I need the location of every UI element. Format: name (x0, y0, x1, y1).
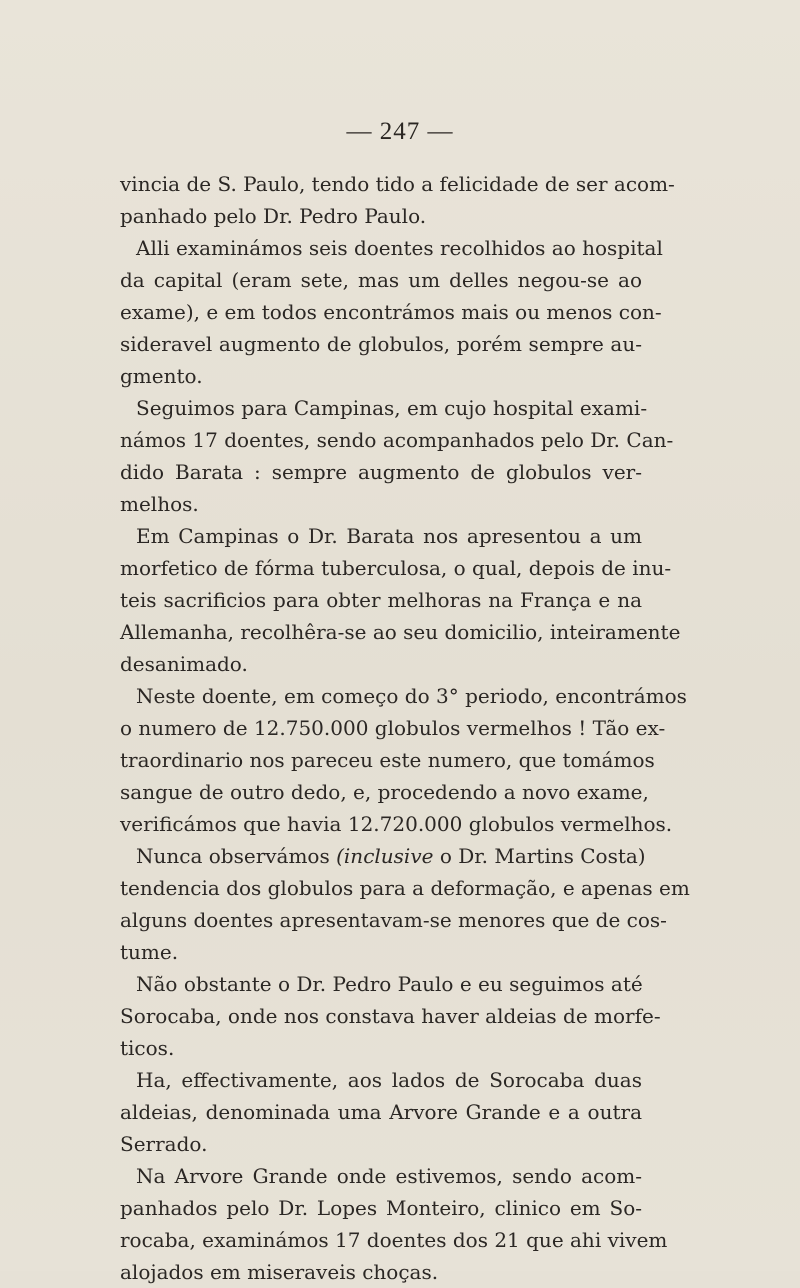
text-line (120, 648, 642, 680)
text-line-content: morfetico de fórma tuberculosa, o qual, depois de inu- (120, 556, 672, 580)
text-line (120, 360, 642, 392)
text-line-content: Seguimos para Campinas, em cujo hospital exami- (136, 396, 648, 420)
text-line (120, 712, 666, 744)
text-line (120, 808, 673, 840)
text-line-content: tume. (120, 940, 179, 964)
text-line-content: Em Campinas o Dr. Barata nos apresentou a um (136, 524, 642, 548)
text-line-content: exame), e em todos encontrámos mais ou menos con- (120, 300, 662, 324)
text-line-content: Serrado. (120, 1132, 208, 1156)
text-line (120, 424, 674, 456)
text-line (120, 392, 648, 424)
text-line (120, 904, 667, 936)
text-line (120, 1000, 661, 1032)
text-line-content: alojados em miseraveis choças. (120, 1260, 439, 1284)
text-line-content: tendencia dos globulos para a deformação, e apenas em (120, 876, 690, 900)
text-line-content: Na Arvore Grande onde estivemos, sendo acom- (136, 1164, 642, 1188)
text-line-content: Não obstante o Dr. Pedro Paulo e eu seguimos até (136, 972, 643, 996)
text-line-continuation: o Dr. Martins Costa) (439, 844, 646, 868)
text-line (120, 328, 642, 360)
body-text (120, 168, 690, 1288)
text-line (120, 1192, 642, 1224)
text-line (120, 872, 690, 904)
text-line-content: Neste doente, em começo do 3° periodo, encontrámos (136, 684, 687, 708)
text-line (120, 520, 642, 552)
text-line (120, 232, 663, 264)
text-line-content: námos 17 doentes, sendo acompanhados pelo Dr. Can- (120, 428, 674, 452)
text-line-content: panhados pelo Dr. Lopes Monteiro, clinico em So- (120, 1196, 642, 1220)
text-line-content: Alli examinámos seis doentes recolhidos ao hospital (136, 236, 663, 260)
text-line-content: o numero de 12.750.000 globulos vermelhos ! Tão ex- (120, 716, 666, 740)
text-line-content: gmento. (120, 364, 203, 388)
text-line (120, 200, 642, 232)
text-line-content: melhos. (120, 492, 199, 516)
text-line (120, 1224, 668, 1256)
text-line (120, 968, 642, 1000)
text-line (120, 616, 681, 648)
text-line (120, 1256, 642, 1288)
italic-text: (inclusive (336, 844, 434, 868)
text-line (120, 552, 672, 584)
text-line-content: Sorocaba, onde nos constava haver aldeias de morfe- (120, 1004, 661, 1028)
text-line-content: desanimado. (120, 652, 248, 676)
text-line (120, 1064, 642, 1096)
text-line (120, 456, 642, 488)
text-line-content: Allemanha, recolhêra-se ao seu domicilio, inteiramente (120, 620, 681, 644)
text-line (120, 1160, 642, 1192)
text-line (120, 1096, 642, 1128)
text-line (120, 1128, 642, 1160)
text-line-content: sideravel augmento de globulos, porém sempre au- (120, 332, 642, 356)
text-line-content: panhado pelo Dr. Pedro Paulo. (120, 204, 427, 228)
text-line (120, 680, 687, 712)
text-line (120, 744, 655, 776)
text-line-content: teis sacrificios para obter melhoras na França e na (120, 588, 642, 612)
text-line (120, 840, 646, 872)
text-line-content: aldeias, denominada uma Arvore Grande e a outra (120, 1100, 642, 1124)
text-line-content: vincia de S. Paulo, tendo tido a felicidade de ser acom- (120, 172, 675, 196)
text-line (120, 264, 642, 296)
text-line (120, 488, 642, 520)
text-line-content: dido Barata : sempre augmento de globulos ver- (120, 460, 642, 484)
text-line-content: alguns doentes apresentavam-se menores que de cos- (120, 908, 667, 932)
text-line-content: traordinario nos pareceu este numero, que tomámos (120, 748, 655, 772)
text-line-content: Nunca observámos (136, 844, 330, 868)
text-line-content: ticos. (120, 1036, 175, 1060)
text-line (120, 296, 662, 328)
text-line-content: sangue de outro dedo, e, procedendo a novo exame, (120, 780, 649, 804)
text-line-content: rocaba, examinámos 17 doentes dos 21 que ahi vivem (120, 1228, 668, 1252)
text-line (120, 584, 642, 616)
text-line (120, 168, 675, 200)
text-line (120, 1032, 642, 1064)
text-line-content: Ha, effectivamente, aos lados de Sorocaba duas (136, 1068, 642, 1092)
text-line (120, 776, 649, 808)
page-number: — 247 — (346, 118, 454, 145)
text-line-content: verificámos que havia 12.720.000 globulos vermelhos. (120, 812, 673, 836)
text-line (120, 936, 642, 968)
text-line-content: da capital (eram sete, mas um delles negou-se ao (120, 268, 642, 292)
